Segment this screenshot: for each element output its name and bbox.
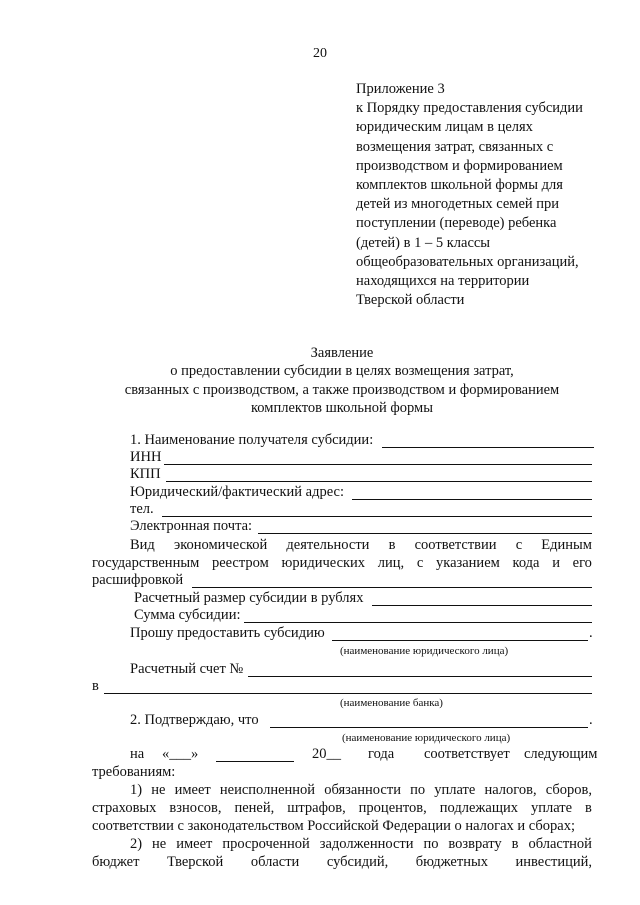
- confirm-field[interactable]: [270, 727, 588, 728]
- word: в: [388, 537, 396, 553]
- request-period: .: [589, 625, 593, 641]
- word: с: [515, 537, 523, 553]
- word: в: [585, 800, 592, 816]
- caption-legal-entity: (наименование юридического лица): [340, 645, 509, 657]
- word: реестром: [211, 555, 269, 571]
- word: его: [572, 555, 592, 571]
- word: подлежащих: [439, 800, 519, 816]
- requirement-1-line-1: [130, 782, 592, 799]
- word: экономической: [173, 537, 268, 553]
- word: деятельности: [286, 537, 370, 553]
- word: инвестиций,: [515, 854, 592, 870]
- email-field[interactable]: [258, 533, 592, 534]
- activity-label-end: расшифровкой: [92, 572, 184, 588]
- appendix-line: комплектов школьной формы для: [356, 177, 563, 194]
- appendix-line: юридическим лицам в целях: [356, 119, 533, 136]
- word: налогов,: [484, 782, 537, 798]
- appendix-line: Тверской области: [356, 292, 465, 309]
- word: субсидий,: [326, 854, 389, 870]
- word: взносов,: [169, 800, 222, 816]
- account-field[interactable]: [248, 676, 592, 677]
- word: бюджетных: [415, 854, 488, 870]
- appendix-line: производством и формированием: [356, 157, 563, 174]
- word: уплате: [434, 782, 476, 798]
- word: соответствии: [414, 537, 497, 553]
- word: 1): [130, 782, 143, 798]
- date-day[interactable]: «___»: [162, 746, 199, 762]
- word: кода: [512, 555, 540, 571]
- subsidy-amount-label: Сумма субсидии:: [134, 607, 241, 623]
- word: по: [410, 782, 426, 798]
- phone-label: тел.: [130, 501, 154, 517]
- subsidy-amount-field[interactable]: [244, 622, 592, 623]
- date-following: следующим: [524, 746, 598, 762]
- word: имеет: [176, 836, 213, 852]
- word: указанием: [436, 555, 500, 571]
- word: государственным: [92, 555, 200, 571]
- activity-field[interactable]: [192, 587, 592, 588]
- word: 2): [130, 836, 143, 852]
- address-label: Юридический/фактический адрес:: [130, 484, 344, 500]
- date-complies: соответствует: [424, 746, 510, 762]
- word: областной: [528, 836, 592, 852]
- word: в: [511, 836, 519, 852]
- word: по: [423, 836, 439, 852]
- word: Единым: [541, 537, 592, 553]
- word: процентов,: [358, 800, 427, 816]
- word: пеней,: [234, 800, 275, 816]
- request-label: Прошу предоставить субсидию: [130, 625, 325, 641]
- date-year-word: года: [368, 746, 395, 762]
- date-year[interactable]: 20__: [312, 746, 341, 762]
- word: обязанности: [324, 782, 401, 798]
- appendix-line: общеобразовательных организаций,: [356, 253, 579, 270]
- document-subtitle-line: комплектов школьной формы: [251, 400, 433, 417]
- kpp-field[interactable]: [166, 481, 592, 482]
- requirements-heading: требованиям:: [92, 764, 176, 780]
- word: просроченной: [222, 836, 310, 852]
- date-month-field[interactable]: [216, 761, 294, 762]
- word: уплате: [530, 800, 573, 816]
- word: сборов,: [545, 782, 592, 798]
- kpp-label: КПП: [130, 466, 161, 482]
- recipient-name-label: 1. Наименование получателя субсидии:: [130, 432, 374, 448]
- word: лиц,: [377, 555, 405, 571]
- page-number: 20: [313, 46, 327, 61]
- estimated-amount-field[interactable]: [372, 605, 592, 606]
- word: Тверской: [166, 854, 224, 870]
- appendix-line: возмещения затрат, связанных с: [356, 138, 554, 155]
- email-label: Электронная почта:: [130, 518, 253, 534]
- appendix-line: поступлении (переводе) ребенка: [356, 215, 557, 232]
- confirm-period: .: [589, 712, 593, 728]
- word: не: [151, 782, 166, 798]
- appendix-line: к Порядку предоставления субсидии: [356, 100, 583, 117]
- inn-label: ИНН: [130, 449, 162, 465]
- address-field[interactable]: [352, 499, 592, 500]
- bank-field[interactable]: [104, 693, 592, 694]
- recipient-name-field[interactable]: [382, 447, 594, 448]
- requirement-2-line-1: [130, 836, 592, 853]
- appendix-line: Приложение 3: [356, 81, 445, 97]
- appendix-line: детей из многодетных семей при: [356, 196, 560, 213]
- account-label: Расчетный счет №: [130, 661, 244, 677]
- document-title-block: [0, 344, 640, 418]
- word: задолженности: [319, 836, 414, 852]
- document-title: Заявление: [310, 345, 374, 361]
- word: штрафов,: [287, 800, 346, 816]
- word: возврату: [448, 836, 502, 852]
- appendix-line: находящихся на территории: [356, 273, 530, 290]
- word: с: [416, 555, 424, 571]
- word: страховых: [92, 800, 157, 816]
- document-subtitle-line: связанных с производством, а также производством и формированием: [124, 381, 560, 398]
- phone-field[interactable]: [162, 516, 592, 517]
- activity-line-2: [92, 555, 592, 572]
- word: неисполненной: [219, 782, 316, 798]
- activity-line-1: [130, 537, 592, 554]
- caption-legal-entity-lower: (наименование юридического лица): [342, 732, 511, 744]
- word: Вид: [130, 537, 155, 553]
- appendix-line: (детей) в 1 – 5 классы: [356, 234, 491, 251]
- requirement-1-line-2: [92, 800, 592, 817]
- date-on: на: [130, 746, 145, 762]
- estimated-amount-label: Расчетный размер субсидии в рублях: [134, 590, 364, 606]
- word: бюджет: [92, 854, 140, 870]
- request-field[interactable]: [332, 640, 588, 641]
- caption-bank: (наименование банка): [340, 697, 443, 709]
- requirement-1-line-3: соответствии с законодательством Российской Федерации о налогах и сборах;: [92, 818, 576, 834]
- word: не: [152, 836, 167, 852]
- bank-prefix: в: [92, 678, 99, 694]
- inn-field[interactable]: [164, 464, 592, 465]
- confirm-label: 2. Подтверждаю, что: [130, 712, 259, 728]
- word: и: [552, 555, 560, 571]
- word: области: [250, 854, 300, 870]
- requirement-2-line-2: [92, 854, 592, 871]
- appendix-header: [356, 80, 583, 310]
- word: имеет: [174, 782, 211, 798]
- word: юридических: [281, 555, 366, 571]
- document-subtitle-line: о предоставлении субсидии в целях возмещения затрат,: [170, 363, 514, 380]
